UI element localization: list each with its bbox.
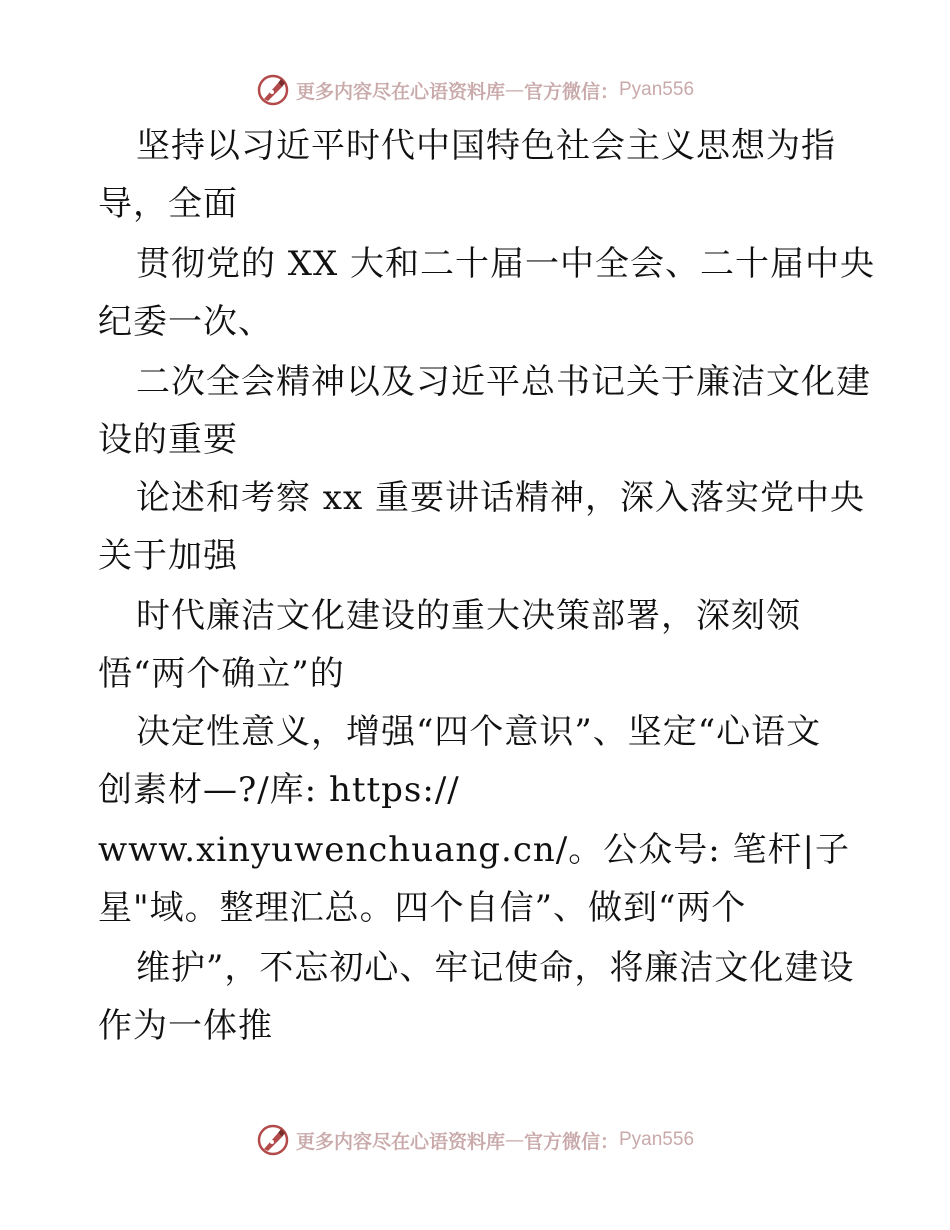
text-line: 二次全会精神以及习近平总书记关于廉洁文化建 bbox=[136, 362, 871, 402]
text-line: 决定性意义，增强“四个意识”、坚定“心语文 bbox=[136, 712, 822, 752]
pen-logo-icon bbox=[256, 73, 290, 107]
text-line: www.xinyuwenchuang.cn/。公众号: 笔杆|子 bbox=[98, 830, 850, 870]
banner-title: 更多内容尽在心语资料库 bbox=[295, 80, 505, 103]
text-line: 贯彻党的 XX 大和二十届一中全会、二十届中央 bbox=[136, 244, 876, 284]
banner-wechat-id: Pyan556 bbox=[619, 1129, 695, 1150]
banner-wechat-id: Pyan556 bbox=[619, 79, 695, 100]
text-line: 坚持以习近平时代中国特色社会主义思想为指 bbox=[136, 126, 836, 166]
text-line: 悟“两个确立”的 bbox=[98, 654, 345, 694]
header-watermark-banner bbox=[0, 68, 950, 112]
banner-official-label: 官方微信： bbox=[523, 1130, 619, 1153]
text-line: 论述和考察 xx 重要讲话精神，深入落实党中央 bbox=[136, 478, 865, 518]
text-line: 创素材—?/库: https:// bbox=[98, 770, 460, 810]
text-line: 关于加强 bbox=[98, 536, 238, 576]
text-line: 纪委一次、 bbox=[98, 302, 273, 342]
text-line: 作为一体推 bbox=[98, 1006, 273, 1046]
text-line: 时代廉洁文化建设的重大决策部署，深刻领 bbox=[136, 596, 801, 636]
banner-separator: — bbox=[504, 79, 524, 101]
banner-separator: — bbox=[504, 1129, 524, 1151]
footer-watermark-banner bbox=[0, 1118, 950, 1162]
banner-official-label: 官方微信： bbox=[523, 80, 619, 103]
text-line: 导，全面 bbox=[98, 184, 238, 224]
text-line: 设的重要 bbox=[98, 420, 238, 460]
pen-logo-icon bbox=[256, 1123, 290, 1157]
text-line: 维护”，不忘初心、牢记使命，将廉洁文化建设 bbox=[136, 948, 855, 988]
text-line: 星"域。整理汇总。四个自信”、做到“两个 bbox=[98, 888, 747, 928]
banner-title: 更多内容尽在心语资料库 bbox=[295, 1130, 505, 1153]
